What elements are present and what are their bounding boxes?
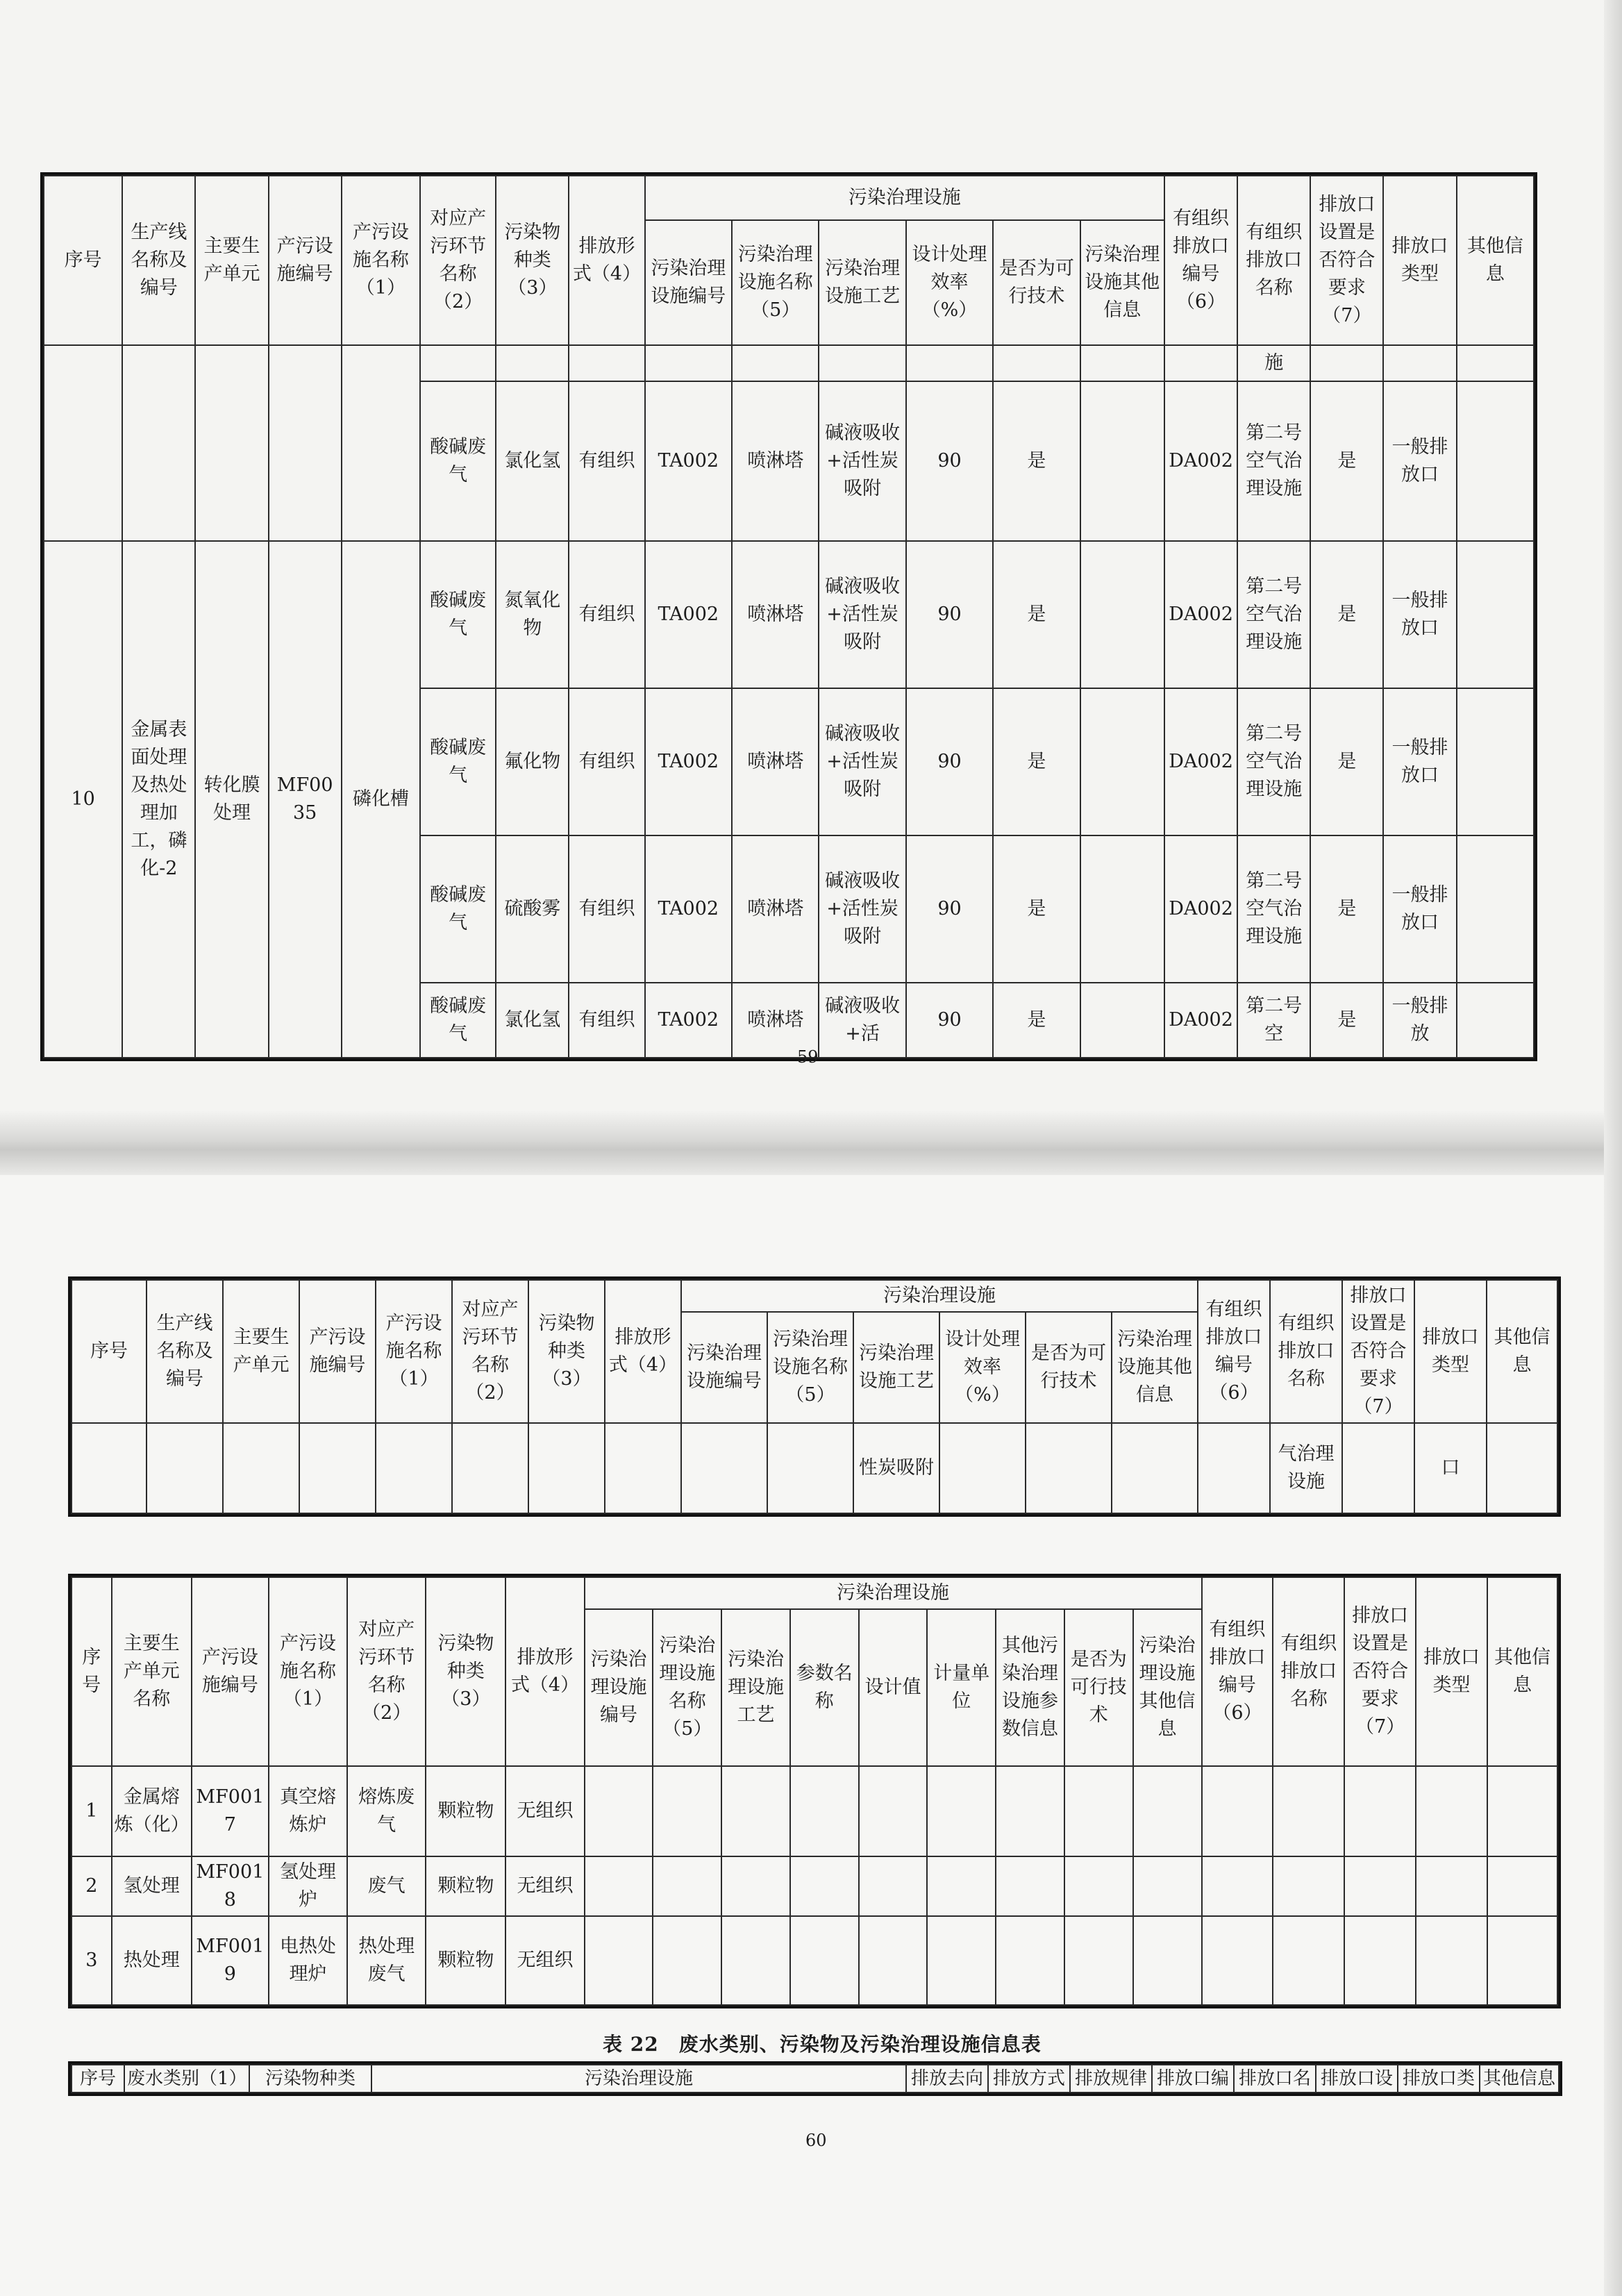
cell: 一般排放口 [1383,381,1456,541]
cell: 是 [993,688,1080,835]
cell: 碱液吸收+活性炭吸附 [819,688,905,835]
col-other: 其他信息 [1480,2065,1559,2093]
cell: 一般排放口 [1383,541,1456,688]
cell: 酸碱废气 [420,541,496,688]
cell: 90 [906,983,993,1058]
col-other-params: 其他污染治理设施参数信息 [996,1609,1064,1766]
col-line: 生产线名称及编号 [147,1280,223,1423]
col-outlet-name: 有组织排放口名称 [1270,1280,1342,1423]
cell: DA002 [1164,381,1237,541]
cell: 真空熔炼炉 [269,1766,347,1856]
cell: 热处理 [112,1916,192,2005]
cell: TA002 [645,381,732,541]
col-fac-name: 产污设施名称（1） [376,1280,452,1423]
col-wastewater-type: 废水类别（1） [124,2065,249,2093]
col-other: 其他信息 [1487,1577,1557,1766]
col-pollutant: 污染物种类（3） [496,176,569,345]
cell: 一般排放 [1383,983,1456,1058]
cell: 氟化物 [496,688,569,835]
col-feasible: 是否为可行技术 [1064,1609,1133,1766]
cell: 喷淋塔 [732,688,819,835]
cell: 第二号空气治理设施 [1237,541,1310,688]
cell-fac-code: MF0035 [269,541,342,1058]
col-outlet-code: 有组织排放口编号（6） [1198,1280,1270,1423]
cell-seq: 10 [44,541,122,1058]
col-param-name: 参数名称 [790,1609,859,1766]
cell: 90 [906,835,993,983]
group-treatment: 污染治理设施 [585,1577,1202,1609]
cell: MF0018 [192,1856,269,1916]
col-outlet-name: 有组织排放口名称 [1237,176,1310,345]
cell [1457,835,1534,983]
book-gutter [1604,0,1622,2296]
cell [1080,688,1164,835]
table-22-caption: 表 22 废水类别、污染物及污染治理设施信息表 [603,2033,1042,2056]
cell: 第二号空气治理设施 [1237,688,1310,835]
cell: 无组织 [505,1856,584,1916]
col-discharge-pattern: 排放规律 [1070,2065,1152,2093]
col-efficiency: 设计处理效率（%） [906,220,993,345]
cell: 是 [1310,983,1383,1058]
col-treat-code: 污染治理设施编号 [645,220,732,345]
cell: 施 [1237,345,1310,381]
cell: 是 [1310,688,1383,835]
cell: 第二号空气治理设施 [1237,381,1310,541]
col-design-value: 设计值 [859,1609,928,1766]
cell: 是 [993,381,1080,541]
cell: 是 [1310,541,1383,688]
col-treat-process: 污染治理设施工艺 [853,1312,939,1423]
col-outlet-name: 排放口名 [1234,2065,1316,2093]
cell: 口 [1414,1423,1487,1513]
col-unit: 主要生产单元 [223,1280,299,1423]
col-seq: 序号 [72,1577,112,1766]
cell: 颗粒物 [426,1766,505,1856]
col-other: 其他信息 [1457,176,1534,345]
page-number-60: 60 [805,2131,827,2150]
cell: 酸碱废气 [420,688,496,835]
col-compliant: 排放口设置是否符合要求（7） [1342,1280,1414,1423]
emission-table-p59 [43,175,1535,1058]
cell: DA002 [1164,835,1237,983]
col-other: 其他信息 [1487,1280,1557,1423]
col-outlet-type: 排放口类型 [1416,1577,1487,1766]
cell: MF0019 [192,1916,269,2005]
cell: 碱液吸收+活 [819,983,905,1058]
col-compliant: 排放口设置是否符合要求（7） [1344,1577,1416,1766]
col-pollutant: 污染物种类 [249,2065,371,2093]
cell: 有组织 [569,983,644,1058]
cell: 热处理废气 [347,1916,426,2005]
cell: 2 [72,1856,112,1916]
cell: 是 [993,835,1080,983]
col-treat-name: 污染治理设施名称（5） [653,1609,721,1766]
cell: 氢处理炉 [269,1856,347,1916]
table-row [72,1423,1557,1513]
cell: 电热处理炉 [269,1916,347,2005]
cell: 氢处理 [112,1856,192,1916]
cell: 有组织 [569,541,644,688]
table-row [72,1766,1557,1856]
cell: 酸碱废气 [420,835,496,983]
col-feasible: 是否为可行技术 [993,220,1080,345]
table-row [44,345,1534,381]
cell [1457,983,1534,1058]
cell: 酸碱废气 [420,381,496,541]
cell: 3 [72,1916,112,2005]
col-form: 排放形式（4） [605,1280,681,1423]
cell: 有组织 [569,381,644,541]
cell: 喷淋塔 [732,381,819,541]
col-treat-other: 污染治理设施其他信息 [1112,1312,1198,1423]
cell: 气治理设施 [1270,1423,1342,1513]
col-treat-process: 污染治理设施工艺 [819,220,905,345]
cell: TA002 [645,983,732,1058]
cell: MF0017 [192,1766,269,1856]
cell: TA002 [645,541,732,688]
cell: 喷淋塔 [732,983,819,1058]
col-fac-name: 产污设施名称（1） [342,176,420,345]
cell-fac-name: 磷化槽 [342,541,420,1058]
col-compliant: 排放口设置是否符合要求（7） [1310,176,1383,345]
col-treat-code: 污染治理设施编号 [585,1609,653,1766]
cell: 氯化氢 [496,983,569,1058]
cell: DA002 [1164,983,1237,1058]
col-outlet-type: 排放口类 [1398,2065,1480,2093]
col-seq: 序号 [44,176,122,345]
cell: 90 [906,381,993,541]
table-row [44,541,1534,688]
col-unit: 主要生产单元 [195,176,268,345]
cell: TA002 [645,835,732,983]
cell: 废气 [347,1856,426,1916]
cell: 金属熔炼（化） [112,1766,192,1856]
cell: 是 [1310,835,1383,983]
cell: 无组织 [505,1916,584,2005]
cell: 90 [906,541,993,688]
cell: 无组织 [505,1766,584,1856]
col-treatment: 污染治理设施 [371,2065,906,2093]
col-outlet-type: 排放口类型 [1383,176,1456,345]
col-feasible: 是否为可行技术 [1026,1312,1112,1423]
page-gap [0,1111,1622,1175]
cell: TA002 [645,688,732,835]
cell: 一般排放口 [1383,688,1456,835]
emission-table-p60-b [71,1577,1558,2006]
cell [1457,541,1534,688]
cell [1457,381,1534,541]
cell: 是 [993,541,1080,688]
col-unit-measure: 计量单位 [927,1609,996,1766]
col-fac-code: 产污设施编号 [269,176,342,345]
cell-unit: 转化膜处理 [195,541,268,1058]
col-line: 生产线名称及编号 [122,176,195,345]
cell: 90 [906,688,993,835]
cell: 颗粒物 [426,1916,505,2005]
cell: 氮氧化物 [496,541,569,688]
cell [1080,835,1164,983]
cell [1080,541,1164,688]
cell: 喷淋塔 [732,541,819,688]
cell: 是 [1310,381,1383,541]
col-unit: 主要生产单元名称 [112,1577,192,1766]
cell: 酸碱废气 [420,983,496,1058]
col-pollutant: 污染物种类（3） [426,1577,505,1766]
cell: 有组织 [569,688,644,835]
cell [1457,688,1534,835]
col-form: 排放形式（4） [569,176,644,345]
col-treat-other: 污染治理设施其他信息 [1133,1609,1202,1766]
page-number-59: 59 [797,1047,819,1067]
col-outlet-setup: 排放口设 [1316,2065,1398,2093]
col-destination: 排放去向 [906,2065,988,2093]
cell: 碱液吸收+活性炭吸附 [819,381,905,541]
emission-table-p60-cont [71,1279,1558,1514]
col-outlet-name: 有组织排放口名称 [1273,1577,1344,1766]
col-treat-other: 污染治理设施其他信息 [1080,220,1164,345]
col-efficiency: 设计处理效率（%） [939,1312,1026,1423]
cell: 有组织 [569,835,644,983]
group-treatment: 污染治理设施 [681,1280,1198,1312]
cell: DA002 [1164,541,1237,688]
cell: 氯化氢 [496,381,569,541]
cell: 颗粒物 [426,1856,505,1916]
group-treatment: 污染治理设施 [645,176,1164,220]
wastewater-table-header [71,2064,1560,2093]
cell: 熔炼废气 [347,1766,426,1856]
col-form: 排放形式（4） [505,1577,584,1766]
cell: 1 [72,1766,112,1856]
cell: 第二号空 [1237,983,1310,1058]
col-fac-code: 产污设施编号 [192,1577,269,1766]
cell: 是 [993,983,1080,1058]
cell: 一般排放口 [1383,835,1456,983]
col-link: 对应产污环节名称（2） [420,176,496,345]
cell: 喷淋塔 [732,835,819,983]
col-treat-name: 污染治理设施名称（5） [767,1312,853,1423]
cell [1080,983,1164,1058]
cell: DA002 [1164,688,1237,835]
col-link: 对应产污环节名称（2） [347,1577,426,1766]
col-outlet-code: 有组织排放口编号（6） [1202,1577,1273,1766]
table-row [72,1856,1557,1916]
col-fac-code: 产污设施编号 [299,1280,376,1423]
cell [1080,381,1164,541]
col-treat-name: 污染治理设施名称（5） [732,220,819,345]
col-fac-name: 产污设施名称（1） [269,1577,347,1766]
col-outlet-type: 排放口类型 [1414,1280,1487,1423]
cell: 第二号空气治理设施 [1237,835,1310,983]
cell: 碱液吸收+活性炭吸附 [819,835,905,983]
col-outlet-code: 有组织排放口编号（6） [1164,176,1237,345]
cell: 硫酸雾 [496,835,569,983]
table-row [72,1916,1557,2005]
col-link: 对应产污环节名称（2） [452,1280,528,1423]
col-treat-code: 污染治理设施编号 [681,1312,767,1423]
col-discharge-mode: 排放方式 [988,2065,1070,2093]
col-seq: 序号 [72,2065,124,2093]
col-outlet-code: 排放口编 [1152,2065,1234,2093]
cell: 性炭吸附 [853,1423,939,1513]
cell: 碱液吸收+活性炭吸附 [819,541,905,688]
col-treat-process: 污染治理设施工艺 [721,1609,790,1766]
col-pollutant: 污染物种类（3） [528,1280,605,1423]
cell-line: 金属表面处理及热处理加工，磷化-2 [122,541,195,1058]
col-seq: 序号 [72,1280,147,1423]
